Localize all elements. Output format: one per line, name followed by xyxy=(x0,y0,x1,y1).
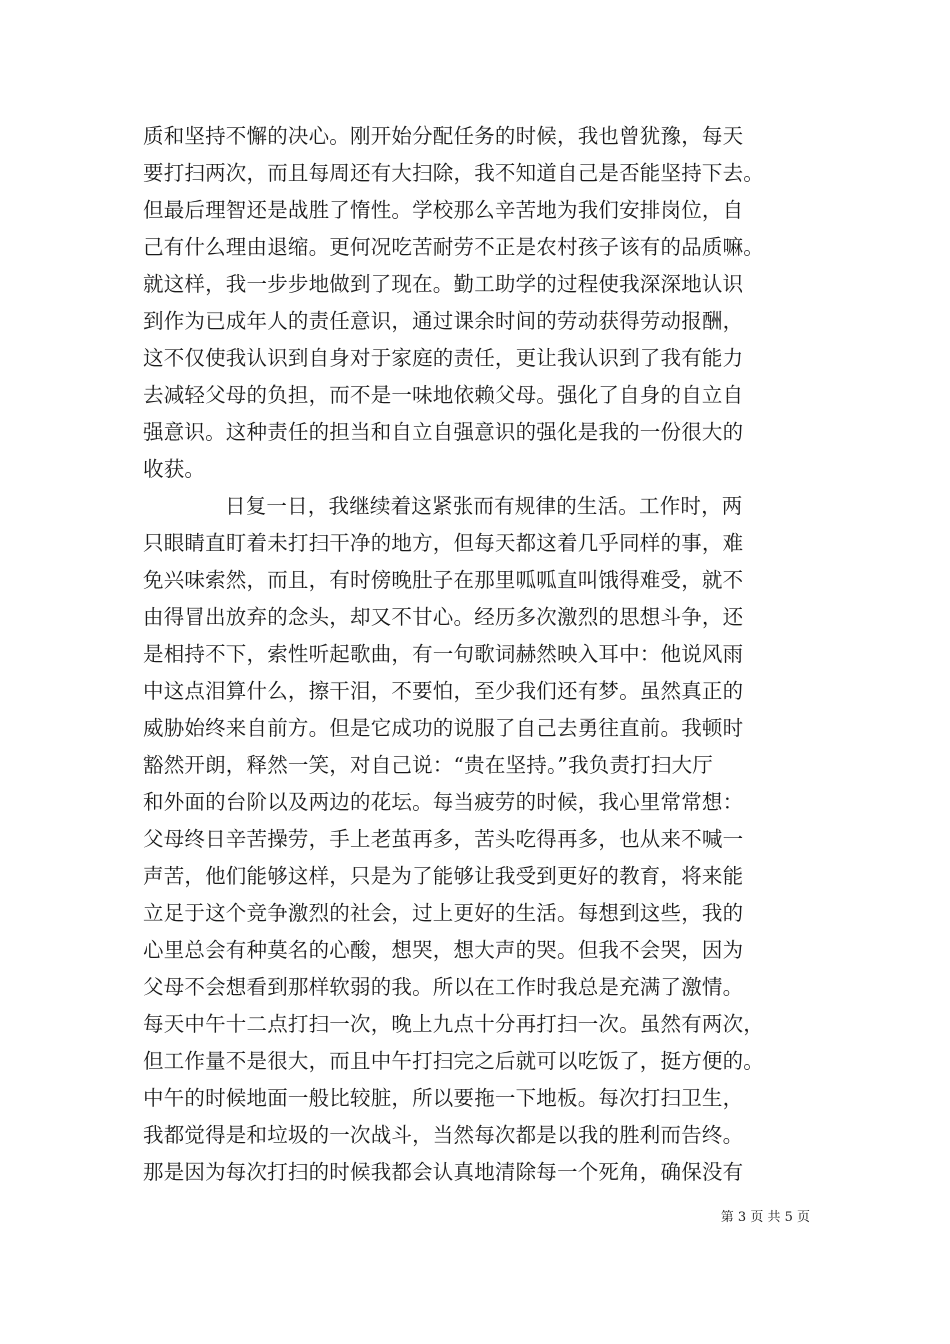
text-line: 中这点泪算什么，擦干泪，不要怕，至少我们还有梦。虽然真正的 xyxy=(143,679,744,703)
text-line: 但最后理智还是战胜了惰性。学校那么辛苦地为我们安排岗位，自 xyxy=(143,198,744,222)
text-line: 父母不会想看到那样软弱的我。所以在工作时我总是充满了激情。 xyxy=(143,975,744,999)
text-line: 到作为已成年人的责任意识，通过课余时间的劳动获得劳动报酬， xyxy=(143,309,744,333)
text-line: 就这样，我一步步地做到了现在。勤工助学的过程使我深深地认识 xyxy=(143,272,744,296)
text-line: 要打扫两次，而且每周还有大扫除，我不知道自己是否能坚持下去。 xyxy=(143,161,764,185)
text-line: 这不仅使我认识到自身对于家庭的责任，更让我认识到了我有能力 xyxy=(143,346,744,370)
text-line: 但工作量不是很大，而且中午打扫完之后就可以吃饭了，挺方便的。 xyxy=(143,1049,764,1073)
text-line: 声苦，他们能够这样，只是为了能够让我受到更好的教育，将来能 xyxy=(143,864,744,888)
text-line: 和外面的台阶以及两边的花坛。每当疲劳的时候，我心里常常想： xyxy=(143,790,744,814)
paragraph-start-line: 日复一日，我继续着这紧张而有规律的生活。工作时，两 xyxy=(225,494,743,518)
text-line: 威胁始终来自前方。但是它成功的说服了自己去勇往直前。我顿时 xyxy=(143,716,744,740)
page-number-footer: 第 3 页 共 5 页 xyxy=(720,1210,810,1225)
text-line: 豁然开朗，释然一笑，对自己说：“贵在坚持。”我负责打扫大厅 xyxy=(143,753,714,777)
body-text xyxy=(143,118,823,1191)
text-line: 质和坚持不懈的决心。刚开始分配任务的时候，我也曾犹豫，每天 xyxy=(143,124,744,148)
text-line: 每天中午十二点打扫一次，晚上九点十分再打扫一次。虽然有两次， xyxy=(143,1012,764,1036)
text-line: 是相持不下，索性听起歌曲，有一句歌词赫然映入耳中：他说风雨 xyxy=(143,642,744,666)
text-line: 强意识。这种责任的担当和自立自强意识的强化是我的一份很大的 xyxy=(143,420,744,444)
text-line: 去减轻父母的负担，而不是一味地依赖父母。强化了自身的自立自 xyxy=(143,383,744,407)
text-line: 立足于这个竞争激烈的社会，过上更好的生活。每想到这些，我的 xyxy=(143,901,744,925)
text-line: 收获。 xyxy=(143,457,206,481)
text-line: 己有什么理由退缩。更何况吃苦耐劳不正是农村孩子该有的品质嘛。 xyxy=(143,235,764,259)
text-line: 中午的时候地面一般比较脏，所以要拖一下地板。每次打扫卫生， xyxy=(143,1086,744,1110)
text-line: 父母终日辛苦操劳，手上老茧再多，苦头吃得再多，也从来不喊一 xyxy=(143,827,744,851)
text-line: 那是因为每次打扫的时候我都会认真地清除每一个死角，确保没有 xyxy=(143,1160,744,1184)
text-line: 我都觉得是和垃圾的一次战斗，当然每次都是以我的胜利而告终。 xyxy=(143,1123,744,1147)
text-line: 免兴味索然，而且，有时傍晚肚子在那里呱呱直叫饿得难受，就不 xyxy=(143,568,744,592)
text-line: 心里总会有种莫名的心酸，想哭，想大声的哭。但我不会哭，因为 xyxy=(143,938,744,962)
text-line: 只眼睛直盯着未打扫干净的地方，但每天都这着几乎同样的事，难 xyxy=(143,531,744,555)
text-line: 由得冒出放弃的念头，却又不甘心。经历多次激烈的思想斗争，还 xyxy=(143,605,744,629)
